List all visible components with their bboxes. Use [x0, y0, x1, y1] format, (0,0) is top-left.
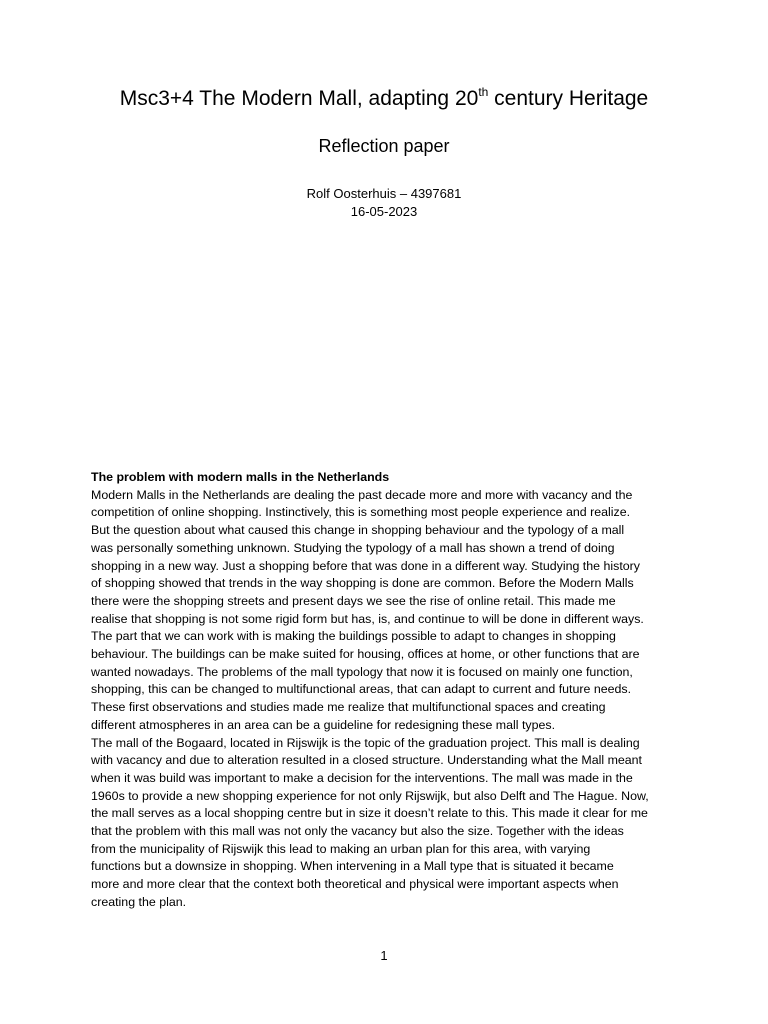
- section-heading: The problem with modern malls in the Netherlands: [91, 470, 390, 484]
- text-line: competition of online shopping. Instinctively, this is something most people experience and realize.: [91, 505, 631, 520]
- text-line: the mall serves as a local shopping centre but in size it doesn’t relate to this. This made it clear for me: [91, 806, 648, 821]
- date-line: 16-05-2023: [350, 204, 418, 219]
- title-superscript: th: [478, 85, 489, 99]
- text-line: But the question about what caused this change in shopping behaviour and the typology of a mall: [91, 523, 625, 538]
- text-line: The mall of the Bogaard, located in Rijswijk is the topic of the graduation project. This mall is dealing: [91, 735, 640, 750]
- text-line: different atmospheres in an area can be a guideline for redesigning these mall types.: [91, 717, 556, 732]
- text-line: of shopping showed that trends in the way shopping is done are common. Before the Modern Malls: [91, 576, 634, 591]
- text-line: shopping, this can be changed to multifunctional areas, that can adapt to current and future needs.: [91, 682, 632, 697]
- text-line: These first observations and studies made me realize that multifunctional spaces and creating: [91, 700, 606, 715]
- text-line: functions but a downsize in shopping. When intervening in a Mall type that is situated it became: [91, 859, 614, 874]
- body-content: [91, 469, 691, 912]
- page-number: 1: [380, 948, 388, 963]
- document-title: [0, 84, 768, 114]
- document-subtitle: Reflection paper: [318, 136, 450, 156]
- author-line: Rolf Oosterhuis – 4397681: [306, 186, 462, 201]
- title-main: Msc3+4 The Modern Mall, adapting 20: [119, 87, 479, 110]
- paragraph-2: [91, 735, 691, 912]
- text-line: that the problem with this mall was not only the vacancy but also the size. Together with the ideas: [91, 824, 624, 839]
- paragraph-1: [91, 487, 691, 735]
- author-block: [0, 185, 768, 221]
- text-line: 1960s to provide a new shopping experience for not only Rijswijk, but also Delft and The Hague. Now,: [91, 788, 649, 803]
- title-rest: century Heritage: [488, 87, 649, 110]
- text-line: more and more clear that the context both theoretical and physical were important aspects when: [91, 877, 619, 892]
- text-line: from the municipality of Rijswijk this lead to making an urban plan for this area, with varying: [91, 841, 591, 856]
- text-line: was personally something unknown. Studying the typology of a mall has shown a trend of doing: [91, 540, 615, 555]
- text-line: when it was build was important to make a decision for the interventions. The mall was made in the: [91, 770, 633, 785]
- text-line: with vacancy and due to alteration resulted in a closed structure. Understanding what the Mall meant: [91, 753, 643, 768]
- text-line: behaviour. The buildings can be make suited for housing, offices at home, or other functions that are: [91, 647, 640, 662]
- text-line: Modern Malls in the Netherlands are dealing the past decade more and more with vacancy and the: [91, 487, 633, 502]
- text-line: The part that we can work with is making the buildings possible to adapt to changes in shopping: [91, 629, 616, 644]
- text-line: creating the plan.: [91, 894, 187, 909]
- text-line: realise that shopping is not some rigid form but has, is, and continue to will be done in different ways.: [91, 611, 644, 626]
- text-line: there were the shopping streets and present days we see the rise of online retail. This made me: [91, 593, 616, 608]
- text-line: wanted nowadays. The problems of the mall typology that now it is focused on mainly one function,: [91, 664, 633, 679]
- text-line: shopping in a new way. Just a shopping before that was done in a different way. Studying the history: [91, 558, 640, 573]
